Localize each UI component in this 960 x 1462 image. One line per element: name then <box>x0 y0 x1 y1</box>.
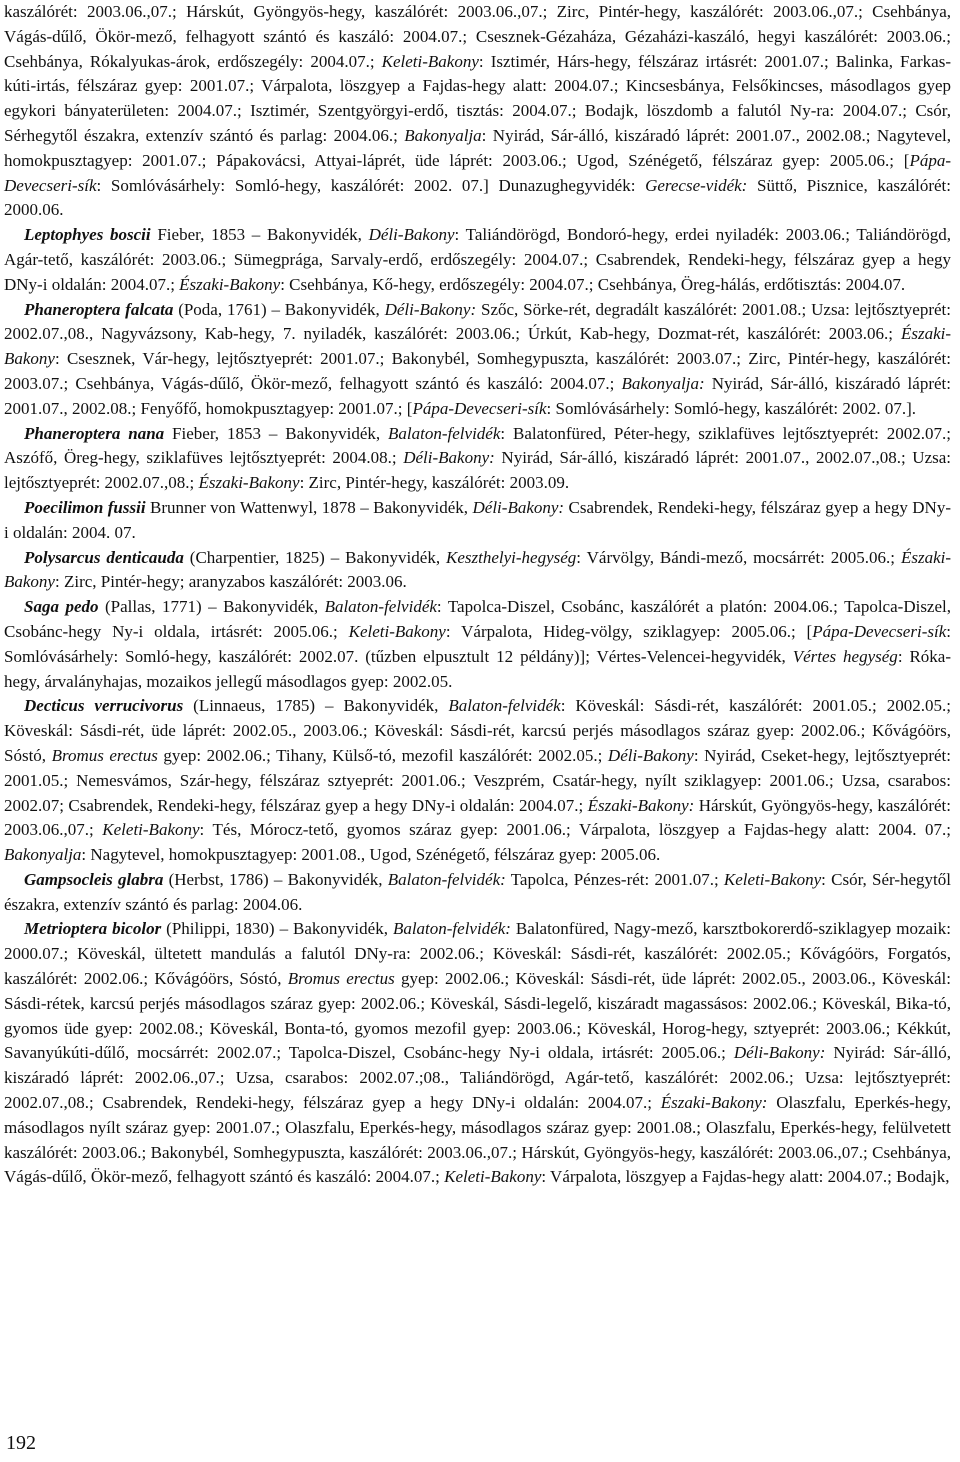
region-name: Bakonyalja <box>404 125 482 145</box>
region-name: Keleti-Bakony <box>348 621 446 641</box>
region-name: Keszthelyi-hegység <box>446 547 577 567</box>
paragraph <box>4 595 951 694</box>
paragraph <box>4 546 951 596</box>
species-name: Metrioptera bicolor <box>24 919 162 939</box>
text-run: : Köveskál: Sásdi-rét, kaszálórét: 2001.05.; 2002.05.; Köveskál: Sásdi-rét, üde láprét: 2002.05., 2003.06.; Köveskál: Sásdi-rét, karcsú perjés másodlagos száraz gyep: 2002.06.; Kővágóörs, Sóstó, <box>4 696 951 765</box>
region-name: Bromus erectus <box>287 969 395 989</box>
species-name: Phaneroptera falcata <box>24 299 174 319</box>
paragraph <box>4 694 951 868</box>
region-name: Pápa-Devecseri-sík <box>412 398 547 418</box>
text-run: Fieber, 1853 – Bakonyvidék, <box>164 423 389 443</box>
region-name: Bakonyalja <box>4 845 82 865</box>
text-run: Szőc, Sörke-rét, degradált kaszálórét: 2001.08.; Uzsa: lejtősztyeprét: 2002.07.,08., Nagyvázsony, Kab-hegy, 7. nyiladék, kaszálórét: 2003.06.; Úrkút, Kab-hegy, Dozmat-rét, kaszálórét: 2003.06.; <box>4 299 951 344</box>
text-run: (Pallas, 1771) – Bakonyvidék, <box>98 597 325 617</box>
text-run: : Nyirád, Sár-álló, kiszáradó láprét: 2001.07., 2002.08.; Nagytevel, homokpusztagyep: 2001.07.; Pápakovácsi, Attyai-láprét, üde láprét: 2003.06.; Ugod, Szénégető, félszáraz gyep: 2005.06.; [ <box>4 125 951 170</box>
text-run: : Csór, Sér-hegytől északra, extenzív szántó és parlag: 2004.06. <box>4 869 951 914</box>
text-run: : Róka-hegy, árvalányhajas, mozaikos jellegű másodlagos gyep: 2002.05. <box>4 646 951 691</box>
text-run: : Nyirád, Cseket-hegy, lejtősztyeprét: 2001.05.; Nemesvámos, Szár-hegy, félszáraz sztyeprét: 2001.06.; Veszprém, Csatár-hegy, nyílt sziklagyep: 2001.06.; Uzsa, csarabos: 2002.07; Csabrendek, Rendeki-hegy, félszáraz gyep a hegy DNy-i oldalán: 2004.07.; <box>4 745 951 815</box>
text-run: (Herbst, 1786) – Bakonyvidék, <box>163 869 388 889</box>
region-name: Keleti-Bakony <box>444 1167 542 1187</box>
region-name: Északi-Bakony <box>4 324 951 369</box>
text-run: : Tés, Mórocz-tető, gyomos száraz gyep: 2001.06.; Várpalota, löszgyep a Fajdas-hegy alatt: 2004. 07.; <box>199 820 951 840</box>
text-run: (Charpentier, 1825) – Bakonyvidék, <box>183 547 446 567</box>
region-name: Északi-Bakony: <box>660 1093 768 1113</box>
region-name: Északi-Bakony <box>4 547 951 592</box>
text-run: (Linnaeus, 1785) – Bakonyvidék, <box>183 696 449 716</box>
region-name: Déli-Bakony: <box>472 497 565 517</box>
text-run: Tapolca, Pénzes-rét: 2001.07.; <box>505 869 724 889</box>
text-run: : Csehbánya, Kő-hegy, erdőszegély: 2004.07.; Csehbánya, Öreg-hálás, erdőtisztás: 2004.07. <box>280 274 906 294</box>
region-name: Déli-Bakony <box>368 225 455 245</box>
text-run: : Zirc, Pintér-hegy; aranyzabos kaszálórét: 2003.06. <box>54 572 407 592</box>
text-run: gyep: 2002.06.; Tihany, Külső-tó, mezofil kaszálórét: 2002.05.; <box>157 745 608 765</box>
region-name: Déli-Bakony: <box>403 448 495 468</box>
species-name: Polysarcus denticauda <box>24 547 184 567</box>
region-name: Balaton-felvidék <box>388 423 501 443</box>
region-name: Pápa-Devecseri-sík <box>4 150 951 195</box>
text-run: : Nagytevel, homokpusztagyep: 2001.08., Ugod, Szénégető, félszáraz gyep: 2005.06. <box>81 845 661 865</box>
text-run: : Isztimér, Hárs-hegy, félszáraz irtásrét: 2001.07.; Balinka, Farkas-kúti-irtás, félszáraz gyep: 2001.07.; Várpalota, löszgyep a Fajdas-hegy alatt: 2004.07.; Kincsesbánya, Felsőkincses, másodlagos gyep egykori bányaterületen: 2004.07.; Isztimér, Szentgyörgyi-erdő, tisztás: 2004.07.; Bodajk, löszdomb a falutól Ny-ra: 2004.07.; Csór, Sérhegytől északra, extenzív szántó és parlag: 2004.06.; <box>4 51 951 145</box>
paragraph <box>4 422 951 496</box>
region-name: Balaton-felvidék <box>448 696 561 716</box>
text-run: : Csesznek, Vár-hegy, lejtősztyeprét: 2001.07.; Bakonybél, Somhegypuszta, kaszálórét: 2003.07.; Zirc, Pintér-hegy, kaszálórét: 2003.07.; Csehbánya, Vágás-dűlő, Ökör-mező, felhagyott szántó és kaszáló: 2004.07.; <box>4 349 951 393</box>
region-name: Keleti-Bakony <box>381 51 479 71</box>
region-name: Balaton-felvidék: <box>387 869 506 889</box>
species-name: Leptophyes boscii <box>24 225 151 245</box>
text-run: : Tapolca-Diszel, Csobánc, kaszálórét a platón: 2004.06.; Tapolca-Diszel, Csobánc-hegy Ny-i oldala, irtásrét: 2005.06.; <box>4 597 951 641</box>
text-run: (Philippi, 1830) – Bakonyvidék, <box>161 919 393 939</box>
page-number: 192 <box>6 1432 36 1454</box>
region-name: Bakonyalja: <box>621 373 705 393</box>
text-run: : Zirc, Pintér-hegy, kaszálórét: 2003.09. <box>299 473 570 493</box>
document-body <box>4 0 951 1190</box>
region-name: Déli-Bakony: <box>384 299 477 319</box>
text-run: Nyirád, Sár-álló, kiszáradó láprét: 2001.07., 2002.07.,08.; Uzsa: lejtősztyeprét: 2002.07.,08.; <box>4 448 951 493</box>
text-run: (Poda, 1761) – Bakonyvidék, <box>173 299 385 319</box>
species-name: Decticus verrucivorus <box>24 696 184 716</box>
paragraph <box>4 868 951 918</box>
text-run: : Várpalota, Hideg-völgy, sziklagyep: 2005.06.; [ <box>445 621 813 641</box>
text-run: gyep: 2002.06.; Köveskál: Sásdi-rét, üde láprét: 2002.05., 2003.06., Köveskál: Sásdi-rétek, karcsú perjés másodlagos száraz gyep: 2002.06.; Köveskál, Sásdi-legelő, kiszáradt magassásos: 2002.06.; Köveskál, Bika-tó, gyomos üde gyep: 2002.08.; Köveskál, Bonta-tó, gyomos mezofil gyep: 2003.06.; Köveskál, Horog-hegy, sztyeprét: 2003.06.; Kékkút, Savanyúkúti-dűlő, mocsárrét: 2002.07.; Tapolca-Diszel, Csobánc-hegy Ny-i oldala, irtásrét: 2005.06.; <box>4 969 951 1063</box>
text-run: : Somlóvásárhely: Somló-hegy, kaszálórét: 2002. 07.] Dunazughegyvidék: <box>96 175 646 195</box>
region-name: Keleti-Bakony <box>102 820 200 840</box>
text-run: : Somlóvásárhely: Somló-hegy, kaszálórét: 2002. 07.]. <box>546 398 917 418</box>
paragraph <box>4 917 951 1190</box>
text-run: Süttő, Pisznice, kaszálórét: 2000.06. <box>4 175 951 220</box>
text-run: Fieber, 1853 – Bakonyvidék, <box>150 225 369 245</box>
region-name: Északi-Bakony <box>198 473 300 493</box>
species-name: Gampsocleis glabra <box>24 869 164 889</box>
paragraph <box>4 0 951 223</box>
text-run: : Várvölgy, Bándi-mező, mocsárrét: 2005.06.; <box>576 547 901 567</box>
text-run: Nyirád, Sár-álló, kiszáradó láprét: 2001.07., 2002.08.; Fenyőfő, homokpusztagyep: 2001.07.; [ <box>4 373 951 418</box>
region-name: Déli-Bakony <box>607 745 694 765</box>
region-name: Gerecse-vidék: <box>645 175 748 195</box>
region-name: Északi-Bakony <box>179 274 281 294</box>
region-name: Déli-Bakony: <box>733 1043 826 1063</box>
text-run: Olaszfalu, Eperkés-hegy, másodlagos nyílt száraz gyep: 2001.07.; Olaszfalu, Eperkés-hegy, másodlagos száraz gyep: 2001.08.; Olaszfalu, Eperkés-hegy, felülvetett kaszálórét: 2003.06.; Bakonybél, Somhegypuszta, kaszálórét: 2003.06.,07.; Hárskút, Gyöngyös-hegy, kaszálórét: 2003.06.,07.; Csehbánya, Vágás-dűlő, Ökör-mező, felhagyott szántó és kaszáló: 2004.07.; <box>4 1093 951 1187</box>
text-run: : Somlóvásárhely: Somló-hegy, kaszálórét: 2002.07. (tűzben elpusztult 12 példány)]; Vértes-Velencei-hegyvidék, <box>4 621 951 666</box>
region-name: Balaton-felvidék: <box>392 919 511 939</box>
region-name: Vértes hegység <box>792 646 898 666</box>
region-name: Balaton-felvidék <box>324 597 437 617</box>
region-name: Pápa-Devecseri-sík <box>812 621 947 641</box>
region-name: Északi-Bakony: <box>587 795 695 815</box>
text-run: : Várpalota, löszgyep a Fajdas-hegy alatt: 2004.07.; Bodajk, <box>541 1167 950 1187</box>
text-run: Hárskút, Gyöngyös-hegy, kaszálórét: 2003.06.,07.; <box>4 795 951 840</box>
text-run: kaszálórét: 2003.06.,07.; Hárskút, Gyöngyös-hegy, kaszálórét: 2003.06.,07.; Zirc, Pintér-hegy, kaszálórét: 2003.06.,07.; Csehbánya, Vágás-dűlő, Ökör-mező, felhagyott szántó és kaszáló: 2004.07.; Csesznek-Gézaháza, Gézaházi-kaszáló, hegyi kaszálórét: 2003.06.; Csehbánya, Rókalyukas-árok, erdőszegély: 2004.07.; <box>4 2 951 71</box>
species-name: Phaneroptera nana <box>24 423 165 443</box>
region-name: Bromus erectus <box>51 745 158 765</box>
paragraph <box>4 496 951 546</box>
text-run: Csabrendek, Rendeki-hegy, félszáraz gyep a hegy DNy-i oldalán: 2004. 07. <box>4 497 951 542</box>
species-name: Saga pedo <box>24 597 99 617</box>
text-run: Balatonfüred, Nagy-mező, karsztbokorerdő-sziklagyep mozaik: 2000.07.; Köveskál, ültetett mandulás a falutól DNy-ra: 2002.06.; Köveskál: Sásdi-rét, kaszálórét: 2002.05.; Kővágóörs, Forgatós, kaszálórét: 2002.06.; Kővágóörs, Sóstó, <box>4 919 951 989</box>
paragraph <box>4 223 951 297</box>
paragraph <box>4 298 951 422</box>
text-run: : Balatonfüred, Péter-hegy, sziklafüves lejtősztyeprét: 2002.07.; Aszófő, Öreg-hegy, sziklafüves lejtősztyeprét: 2004.08.; <box>4 423 952 468</box>
region-name: Keleti-Bakony <box>723 869 822 889</box>
text-run: : Taliándörögd, Bondoró-hegy, erdei nyiladék: 2003.06.; Taliándörögd, Agár-tető, kaszálórét: 2003.06.; Sümegprága, Sarvaly-erdő, erdőszegély: 2004.07.; Csabrendek, Rendeki-hegy, félszáraz gyep a hegy DNy-i oldalán: 2004.07.; <box>4 225 952 294</box>
text-run: Brunner von Wattenwyl, 1878 – Bakonyvidék, <box>145 497 473 517</box>
species-name: Poecilimon fussii <box>24 497 146 517</box>
text-run: Nyirád: Sár-álló, kiszáradó láprét: 2002.06.,07.; Uzsa, csarabos: 2002.07.;08., Taliándörögd, Agár-tető, kaszálórét: 2002.06.; Uzsa: lejtősztyeprét: 2002.07.,08.; Csabrendek, Rendeki-hegy, félszáraz gyep a hegy DNy-i oldalán: 2004.07.; <box>4 1043 951 1113</box>
